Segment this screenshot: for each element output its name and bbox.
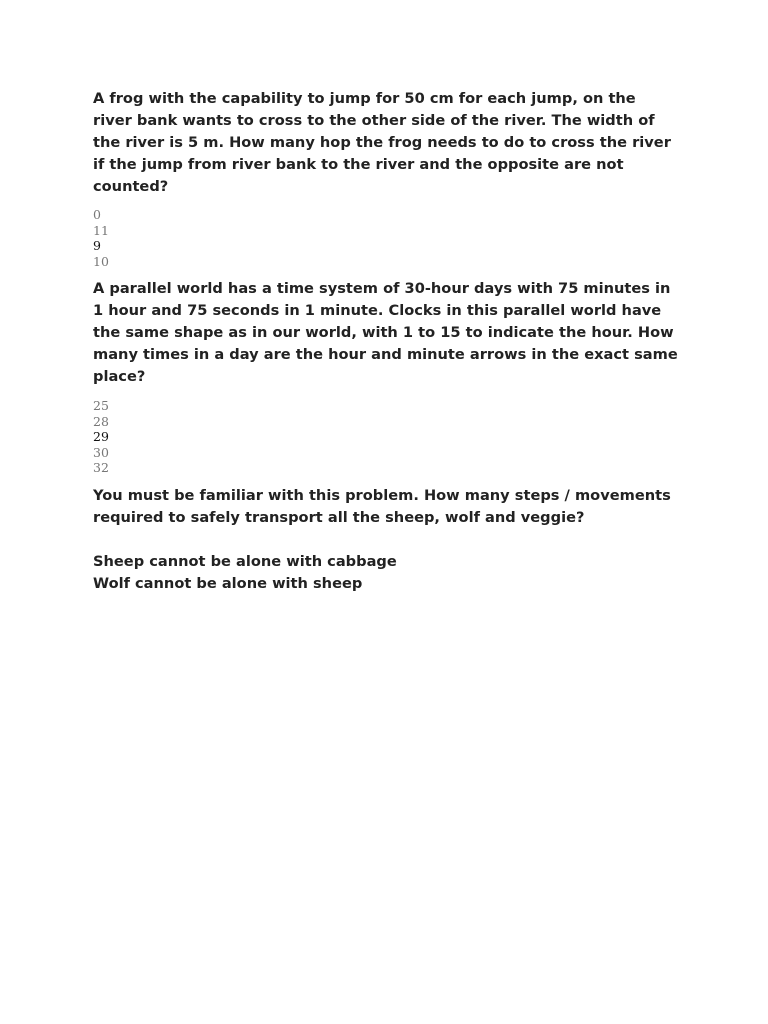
- question-1-option[interactable]: 0: [93, 207, 101, 222]
- question-1-option[interactable]: 11: [93, 222, 109, 238]
- document-page: [93, 88, 678, 595]
- question-2-option[interactable]: 25: [93, 398, 109, 413]
- question-1-text: A frog with the capability to jump for 50 cm for each jump, on the river bank wants to cross to the other side of the river. The width of the river is 5 m. How many hop the frog needs to do to cross the river if the jump from river bank to the river and the opposite are not counted?: [93, 90, 671, 195]
- question-1-option-selected[interactable]: 9: [93, 238, 101, 253]
- question-1-option[interactable]: 10: [93, 253, 109, 269]
- question-3-rule: Sheep cannot be alone with cabbage: [93, 552, 397, 570]
- question-2-option[interactable]: 28: [93, 413, 109, 429]
- question-1-options: [93, 207, 678, 269]
- question-2-text: A parallel world has a time system of 30-hour days with 75 minutes in 1 hour and 75 seconds in 1 minute. Clocks in this parallel world have the same shape as in our world, with 1 to 15 to indicate the hour. How many times in a day are the hour and minute arrows in the exact same place?: [93, 280, 678, 385]
- question-2-option[interactable]: 30: [93, 444, 109, 460]
- question-2-option-selected[interactable]: 29: [93, 429, 109, 444]
- question-2-options: [93, 398, 678, 476]
- question-3-rule: Wolf cannot be alone with sheep: [93, 574, 363, 592]
- question-3-text: You must be familiar with this problem. How many steps / movements required to safely transport all the sheep, wolf and veggie?: [93, 486, 671, 526]
- question-3-spacer: [93, 529, 678, 551]
- question-2-option[interactable]: 32: [93, 460, 109, 475]
